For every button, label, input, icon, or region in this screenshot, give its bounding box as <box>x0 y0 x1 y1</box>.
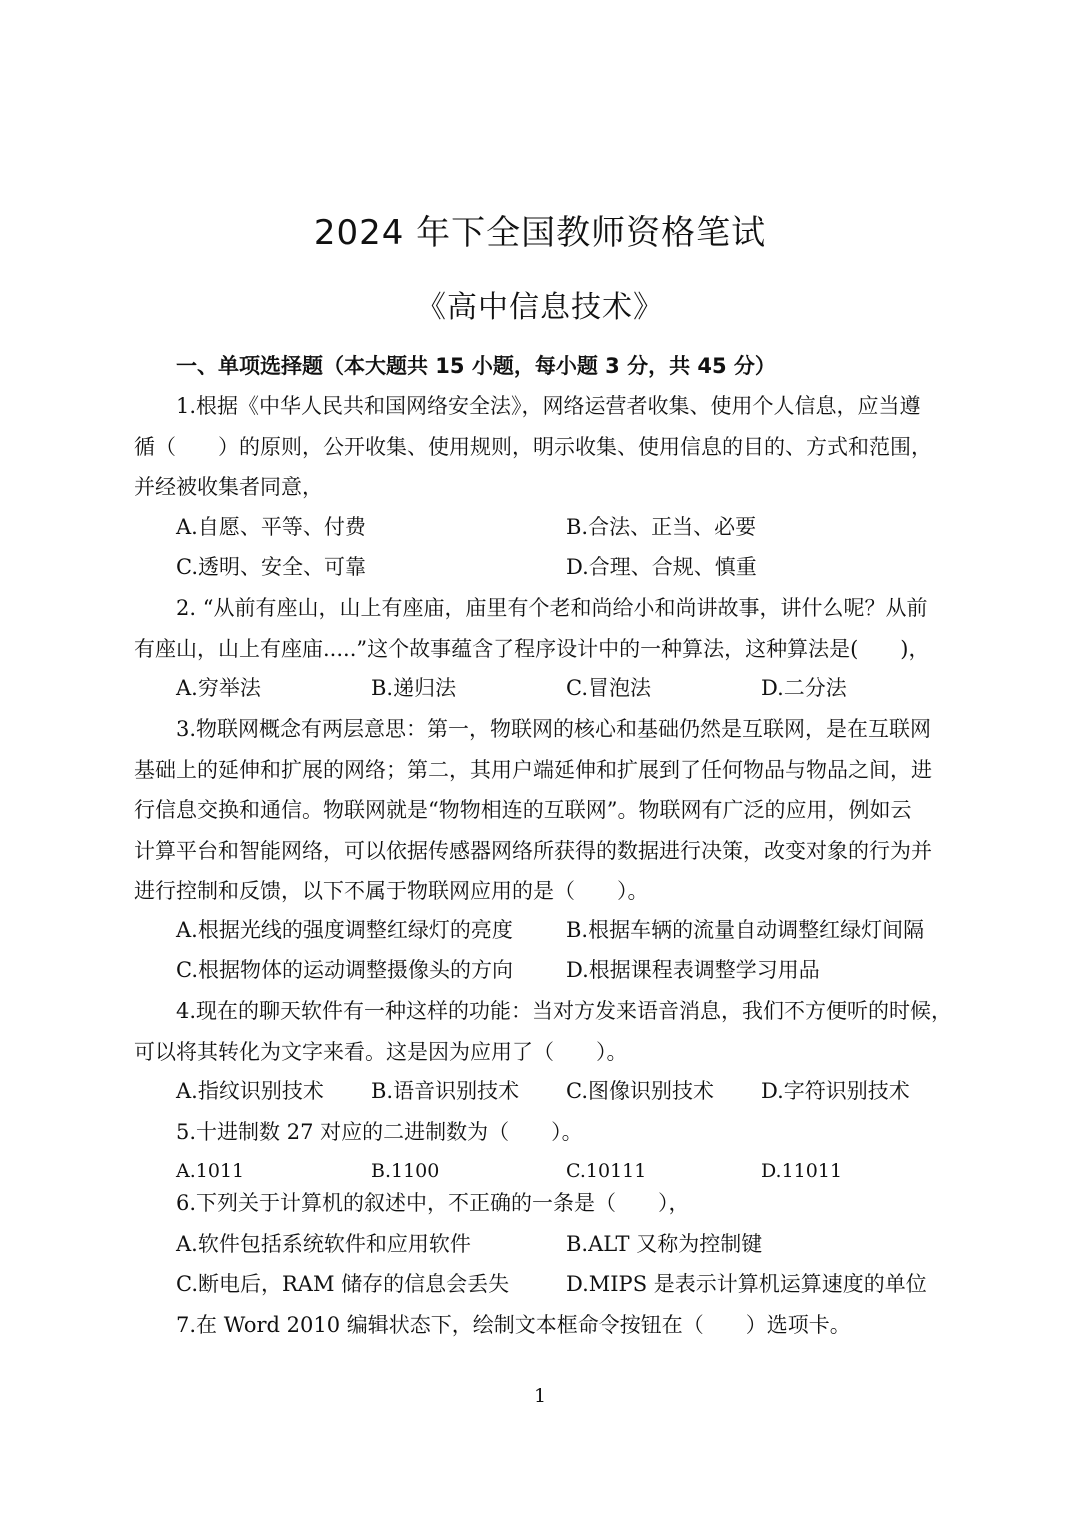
question-line: 5.十进制数 27 对应的二进制数为（ ）。 <box>176 1120 583 1144</box>
question-5 <box>134 1112 946 1153</box>
question-line: 7.在 Word 2010 编辑状态下，绘制文本框命令按钮在（ ）选项卡。 <box>176 1313 851 1337</box>
question-line: 2. “从前有座山，山上有座庙，庙里有个老和尚给小和尚讲故事，讲什么呢？从前 <box>176 596 928 620</box>
question-line: 4.现在的聊天软件有一种这样的功能：当对方发来语音消息，我们不方便听的时候， <box>176 999 953 1023</box>
option-a[interactable]: A.穷举法 <box>176 676 261 700</box>
question-line: 并经被收集者同意， <box>134 475 323 499</box>
question-6-options-row-1 <box>176 1224 956 1264</box>
question-4-options <box>176 1071 956 1111</box>
question-line: 基础上的延伸和扩展的网络；第二，其用户端延伸和扩展到了任何物品与物品之间，进 <box>134 757 932 782</box>
option-a[interactable]: A.软件包括系统软件和应用软件 <box>176 1232 471 1256</box>
option-d[interactable]: D.11011 <box>761 1160 843 1182</box>
question-3-options-row-2 <box>176 950 956 990</box>
question-line: 计算平台和智能网络，可以依据传感器网络所获得的数据进行决策，改变对象的行为并 <box>134 838 932 863</box>
question-1-options-row-1 <box>176 507 956 547</box>
question-1-options-row-2 <box>176 547 956 587</box>
page-title: 2024 年下全国教师资格笔试 <box>313 213 767 253</box>
question-line: 可以将其转化为文字来看。这是因为应用了（ ）。 <box>134 1039 628 1064</box>
option-c[interactable]: C.10111 <box>566 1160 647 1182</box>
option-c[interactable]: C.根据物体的运动调整摄像头的方向 <box>176 958 513 982</box>
question-7 <box>134 1305 946 1346</box>
question-3-options-row-1 <box>176 910 956 950</box>
option-b[interactable]: B.根据车辆的流量自动调整红绿灯间隔 <box>566 918 925 942</box>
option-a[interactable]: A.1011 <box>176 1160 245 1182</box>
option-b[interactable]: B.1100 <box>371 1160 440 1182</box>
question-line: 3.物联网概念有两层意思：第一，物联网的核心和基础仍然是互联网，是在互联网 <box>176 717 932 741</box>
option-c[interactable]: C.透明、安全、可靠 <box>176 555 366 579</box>
option-d[interactable]: D.MIPS 是表示计算机运算速度的单位 <box>566 1272 927 1296</box>
section-heading: 一、单项选择题（本大题共 15 小题，每小题 3 分，共 45 分） <box>176 354 776 378</box>
question-6 <box>134 1183 946 1224</box>
question-line: 6.下列关于计算机的叙述中，不正确的一条是（ ）， <box>176 1191 690 1215</box>
question-line: 行信息交换和通信。物联网就是“物物相连的互联网”。物联网有广泛的应用，例如云 <box>134 798 912 822</box>
question-4 <box>134 991 953 1072</box>
question-1 <box>134 386 946 508</box>
option-d[interactable]: D.字符识别技术 <box>761 1079 910 1103</box>
question-3 <box>134 709 946 912</box>
option-d[interactable]: D.二分法 <box>761 676 847 700</box>
option-c[interactable]: C.冒泡法 <box>566 676 651 700</box>
question-line: 1.根据《中华人民共和国网络安全法》，网络运营者收集、使用个人信息，应当遵 <box>176 394 921 418</box>
question-line: 循（ ）的原则，公开收集、使用规则，明示收集、使用信息的目的、方式和范围， <box>134 434 932 459</box>
option-a[interactable]: A.自愿、平等、付费 <box>176 515 366 539</box>
question-6-options-row-2 <box>176 1264 956 1304</box>
question-line: 进行控制和反馈，以下不属于物联网应用的是（ ）。 <box>134 879 649 903</box>
option-c[interactable]: C.断电后，RAM 储存的信息会丢失 <box>176 1272 510 1296</box>
question-2-options <box>176 668 956 708</box>
option-a[interactable]: A.指纹识别技术 <box>176 1079 324 1103</box>
option-c[interactable]: C.图像识别技术 <box>566 1079 714 1103</box>
page-number: 1 <box>533 1385 547 1407</box>
option-d[interactable]: D.合理、合规、慎重 <box>566 555 757 579</box>
option-b[interactable]: B.语音识别技术 <box>371 1079 520 1103</box>
page-subtitle: 《高中信息技术》 <box>416 290 664 325</box>
option-d[interactable]: D.根据课程表调整学习用品 <box>566 958 820 982</box>
option-b[interactable]: B.递归法 <box>371 676 457 700</box>
option-a[interactable]: A.根据光线的强度调整红绿灯的亮度 <box>176 918 513 942</box>
option-b[interactable]: B.合法、正当、必要 <box>566 515 757 539</box>
question-2 <box>134 588 946 669</box>
question-line: 有座山，山上有座庙.....”这个故事蕴含了程序设计中的一种算法，这种算法是( )， <box>134 636 930 661</box>
option-b[interactable]: B.ALT 又称为控制键 <box>566 1232 763 1256</box>
